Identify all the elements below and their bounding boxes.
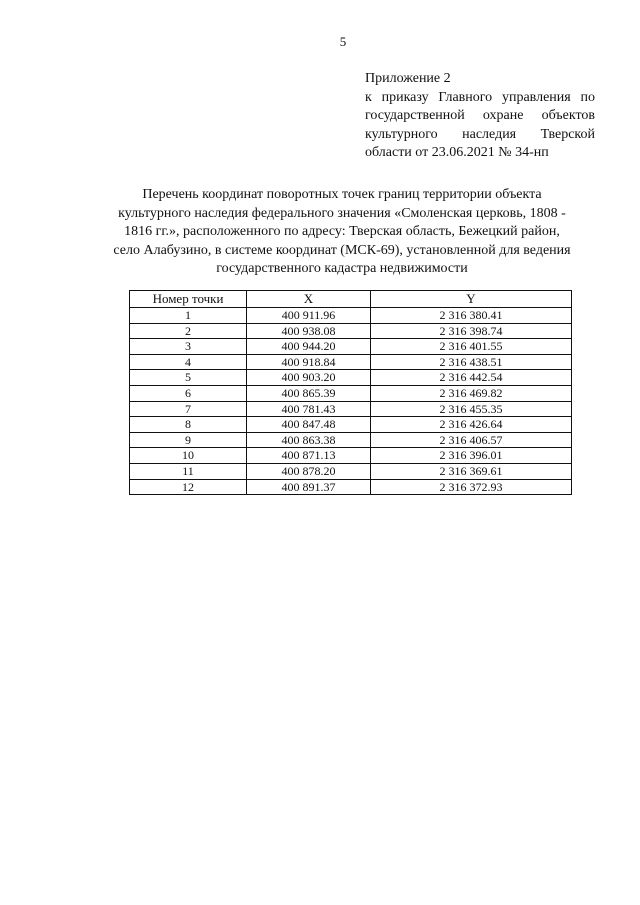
- cell-x: 400 871.13: [247, 448, 371, 464]
- appendix-line: культурного наследия Тверской: [365, 126, 595, 142]
- cell-y: 2 316 438.51: [371, 354, 572, 370]
- cell-x: 400 863.38: [247, 432, 371, 448]
- cell-x: 400 878.20: [247, 463, 371, 479]
- cell-y: 2 316 396.01: [371, 448, 572, 464]
- appendix-block: [365, 70, 595, 163]
- cell-y: 2 316 372.93: [371, 479, 572, 495]
- document-title: [92, 186, 592, 279]
- cell-point-number: 8: [130, 417, 247, 433]
- cell-point-number: 2: [130, 323, 247, 339]
- table-row: [130, 463, 572, 479]
- cell-point-number: 10: [130, 448, 247, 464]
- table-row: [130, 417, 572, 433]
- coordinates-table: [129, 290, 572, 495]
- title-line: Перечень координат поворотных точек границ территории объекта: [142, 187, 542, 202]
- table-row: [130, 479, 572, 495]
- appendix-line: государственной охране объектов: [365, 108, 595, 123]
- header-point-number: Номер точки: [130, 291, 247, 308]
- appendix-line: к приказу Главного управления по: [365, 89, 595, 105]
- cell-y: 2 316 369.61: [371, 463, 572, 479]
- cell-point-number: 12: [130, 479, 247, 495]
- cell-y: 2 316 455.35: [371, 401, 572, 417]
- table-row: [130, 308, 572, 324]
- cell-y: 2 316 426.64: [371, 417, 572, 433]
- table-row: [130, 370, 572, 386]
- appendix-line: Приложение 2: [365, 71, 451, 86]
- page-number: 5: [339, 34, 347, 49]
- cell-point-number: 3: [130, 339, 247, 355]
- cell-y: 2 316 380.41: [371, 308, 572, 324]
- cell-y: 2 316 401.55: [371, 339, 572, 355]
- table-body: [130, 308, 572, 495]
- cell-x: 400 903.20: [247, 370, 371, 386]
- cell-x: 400 781.43: [247, 401, 371, 417]
- cell-x: 400 865.39: [247, 385, 371, 401]
- cell-point-number: 6: [130, 385, 247, 401]
- cell-x: 400 911.96: [247, 308, 371, 324]
- cell-point-number: 4: [130, 354, 247, 370]
- table-row: [130, 339, 572, 355]
- cell-x: 400 891.37: [247, 479, 371, 495]
- table-row: [130, 323, 572, 339]
- header-x: X: [247, 291, 371, 308]
- cell-point-number: 7: [130, 401, 247, 417]
- title-line: культурного наследия федерального значения «Смоленская церковь, 1808 -: [118, 205, 566, 221]
- title-line: село Алабузино, в системе координат (МСК-69), установленной для ведения: [113, 242, 571, 258]
- title-line: 1816 гг.», расположенного по адресу: Тверская область, Бежецкий район,: [124, 224, 560, 240]
- cell-y: 2 316 469.82: [371, 385, 572, 401]
- cell-x: 400 944.20: [247, 339, 371, 355]
- appendix-line: области от 23.06.2021 № 34-нп: [365, 145, 549, 160]
- cell-x: 400 938.08: [247, 323, 371, 339]
- header-y: Y: [371, 291, 572, 308]
- table-row: [130, 354, 572, 370]
- title-line: государственного кадастра недвижимости: [216, 261, 468, 277]
- cell-y: 2 316 406.57: [371, 432, 572, 448]
- table-row: [130, 432, 572, 448]
- cell-x: 400 847.48: [247, 417, 371, 433]
- table-header-row: [130, 291, 572, 308]
- cell-point-number: 1: [130, 308, 247, 324]
- table-row: [130, 448, 572, 464]
- cell-point-number: 11: [130, 463, 247, 479]
- cell-x: 400 918.84: [247, 354, 371, 370]
- cell-y: 2 316 398.74: [371, 323, 572, 339]
- cell-point-number: 9: [130, 432, 247, 448]
- table-row: [130, 401, 572, 417]
- table-row: [130, 385, 572, 401]
- cell-point-number: 5: [130, 370, 247, 386]
- cell-y: 2 316 442.54: [371, 370, 572, 386]
